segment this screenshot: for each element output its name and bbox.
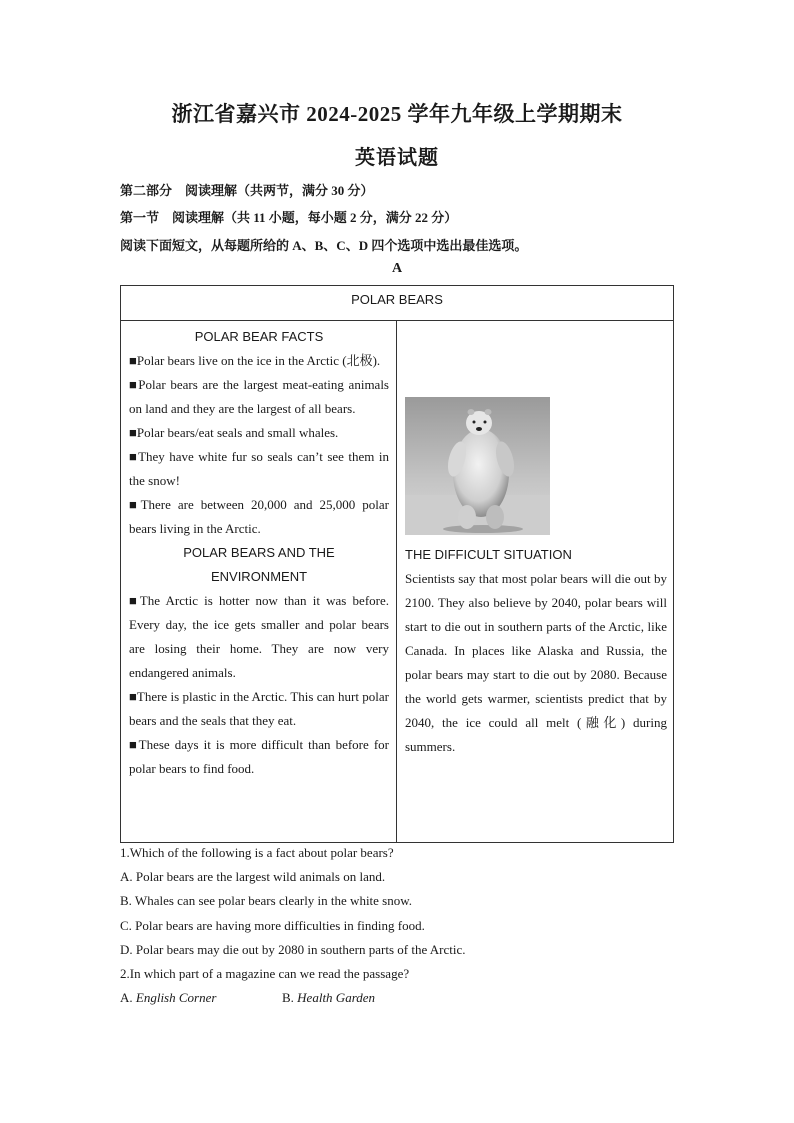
left-column <box>129 325 389 781</box>
env-item: ■These days it is more difficult than before for polar bears to find food. <box>129 737 389 776</box>
situation-text: Scientists say that most polar bears will die out by 2100. They also believe by 2040, polar bears will start to die out in southern parts of the Arctic, like Canada. In places like Alaska and Russia, the polar bears may start to die out by 2080. Because the world gets warmer, scientists predict that by 2040, the ice could all melt (融化) during summers. <box>405 571 667 754</box>
polar-bear-photo <box>405 397 550 535</box>
exam-title: 浙江省嘉兴市 2024-2025 学年九年级上学期期末 <box>171 102 623 126</box>
question-1: 1.Which of the following is a fact about polar bears? <box>120 845 394 860</box>
question-1-option-c: C. Polar bears are having more difficulties in finding food. <box>120 918 425 933</box>
right-column <box>405 397 667 759</box>
question-2-option-a <box>120 990 216 1006</box>
column-divider <box>396 321 397 842</box>
question-1-option-a: A. Polar bears are the largest wild animals on land. <box>120 869 386 884</box>
exam-subtitle: 英语试题 <box>355 147 439 169</box>
env-item: ■There is plastic in the Arctic. This can hurt polar bears and the seals that they eat. <box>129 689 389 728</box>
environment-title: POLAR BEARS AND THE ENVIRONMENT <box>183 545 335 584</box>
fact-item: ■They have white fur so seals can’t see them in the snow! <box>129 449 389 488</box>
fact-item: ■Polar bears live on the ice in the Arctic (北极). <box>129 353 381 368</box>
fact-item: ■Polar bears are the largest meat-eating animals on land and they are the largest of all bears. <box>129 377 389 416</box>
fact-item: ■Polar bears/eat seals and small whales. <box>129 425 339 440</box>
question-2: 2.In which part of a magazine can we read the passage? <box>120 966 410 981</box>
instruction-text: 阅读下面短文，从每题所给的 A、B、C、D 四个选项中选出最佳选项。 <box>120 238 528 253</box>
facts-title: POLAR BEAR FACTS <box>194 329 324 344</box>
passage-letter: A <box>391 261 403 276</box>
question-1-option-b: B. Whales can see polar bears clearly in the white snow. <box>120 893 413 908</box>
situation-title: THE DIFFICULT SITUATION <box>405 547 572 562</box>
question-1-option-d: D. Polar bears may die out by 2080 in southern parts of the Arctic. <box>120 942 466 957</box>
option-letter: B. <box>282 990 294 1005</box>
option-text: Health Garden <box>297 990 376 1005</box>
question-2-option-b <box>282 990 375 1006</box>
passage-table <box>120 285 674 843</box>
option-text: English Corner <box>135 990 217 1005</box>
option-letter: A. <box>120 990 133 1005</box>
env-item: ■The Arctic is hotter now than it was before. Every day, the ice gets smaller and polar bears are losing their home. They are now very endangered animals. <box>129 593 389 680</box>
section-heading: 第一节 阅读理解（共 11 小题，每小题 2 分，满分 22 分） <box>120 210 458 225</box>
fact-item: ■There are between 20,000 and 25,000 polar bears living in the Arctic. <box>129 497 389 536</box>
table-heading: POLAR BEARS <box>121 286 673 321</box>
part-heading: 第二部分 阅读理解（共两节，满分 30 分） <box>120 183 374 198</box>
